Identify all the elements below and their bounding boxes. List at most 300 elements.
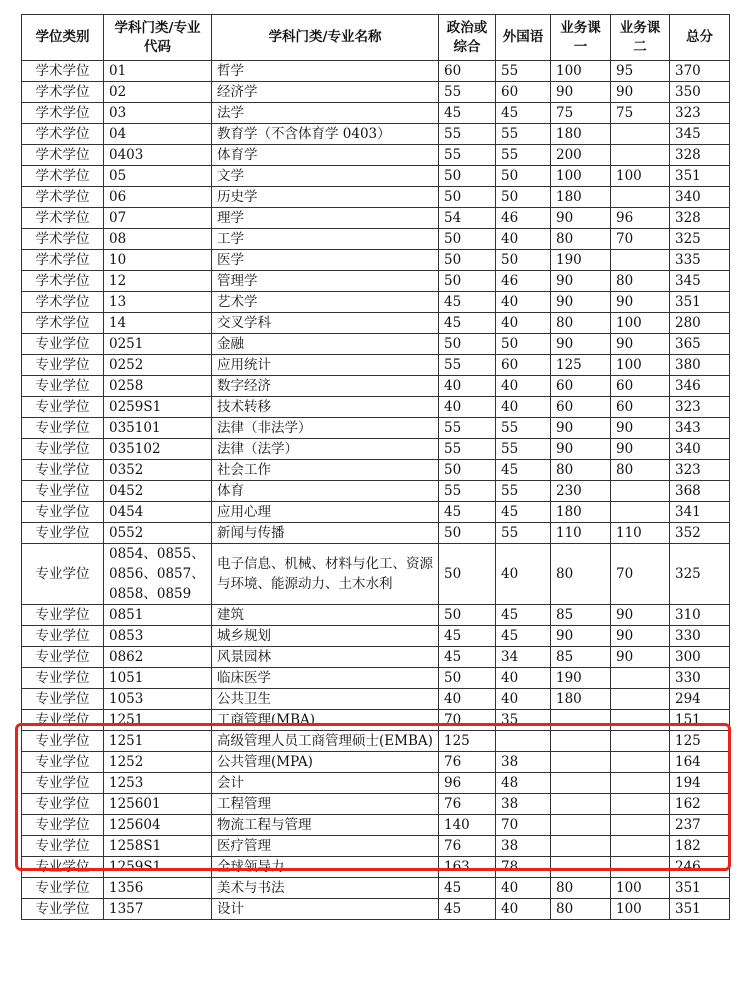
table-row: [22, 187, 730, 208]
cell-major-code: 0352: [104, 460, 212, 481]
cell-degree-type: 专业学位: [22, 502, 104, 523]
cell-major-name: 艺术学: [212, 292, 439, 313]
cell-degree-type: 专业学位: [22, 815, 104, 836]
table-row: [22, 605, 730, 626]
cell-politics: 45: [439, 292, 496, 313]
cell-course-two: 90: [611, 647, 670, 668]
cell-degree-type: 专业学位: [22, 439, 104, 460]
header-foreign-language: 外国语: [496, 15, 551, 61]
cell-course-two: [611, 502, 670, 523]
cell-foreign-language: 40: [496, 397, 551, 418]
cell-major-code: 0403: [104, 145, 212, 166]
cell-politics: 45: [439, 647, 496, 668]
cell-course-one: [551, 773, 611, 794]
cell-course-two: 95: [611, 61, 670, 82]
cell-total: 325: [670, 544, 730, 605]
cell-major-name: 应用心理: [212, 502, 439, 523]
cell-course-two: 90: [611, 626, 670, 647]
cell-total: 294: [670, 689, 730, 710]
cell-major-name: 建筑: [212, 605, 439, 626]
cell-course-one: 90: [551, 626, 611, 647]
cell-foreign-language: 45: [496, 460, 551, 481]
cell-politics: 55: [439, 82, 496, 103]
cell-politics: 50: [439, 250, 496, 271]
table-row: [22, 250, 730, 271]
cell-politics: 55: [439, 439, 496, 460]
cell-foreign-language: 70: [496, 815, 551, 836]
cell-major-code: 0851: [104, 605, 212, 626]
cell-politics: 96: [439, 773, 496, 794]
cell-foreign-language: 40: [496, 899, 551, 920]
cell-course-one: 110: [551, 523, 611, 544]
cell-major-code: 0259S1: [104, 397, 212, 418]
cell-course-one: [551, 710, 611, 731]
cell-course-one: [551, 794, 611, 815]
cell-major-name: 历史学: [212, 187, 439, 208]
cell-degree-type: 专业学位: [22, 794, 104, 815]
cell-major-name: 法律（法学）: [212, 439, 439, 460]
table-row: [22, 502, 730, 523]
header-major-name: 学科门类/专业名称: [212, 15, 439, 61]
cell-degree-type: 专业学位: [22, 418, 104, 439]
cell-course-two: 80: [611, 460, 670, 481]
cell-politics: 50: [439, 544, 496, 605]
cell-major-name: 金融: [212, 334, 439, 355]
cell-course-two: 90: [611, 292, 670, 313]
cell-major-code: 035102: [104, 439, 212, 460]
cell-total: 351: [670, 899, 730, 920]
cell-degree-type: 专业学位: [22, 397, 104, 418]
cell-total: 351: [670, 878, 730, 899]
table-row: [22, 208, 730, 229]
cell-total: 125: [670, 731, 730, 752]
cell-major-code: 0854、0855、0856、0857、0858、0859: [104, 544, 212, 605]
cell-total: 343: [670, 418, 730, 439]
cell-total: 365: [670, 334, 730, 355]
table-row: [22, 899, 730, 920]
score-table-container: [21, 14, 730, 920]
cell-foreign-language: 40: [496, 313, 551, 334]
cell-major-name: 风景园林: [212, 647, 439, 668]
header-politics: 政治或综合: [439, 15, 496, 61]
cell-major-name: 技术转移: [212, 397, 439, 418]
cell-foreign-language: 48: [496, 773, 551, 794]
cell-politics: 40: [439, 376, 496, 397]
cell-politics: 50: [439, 271, 496, 292]
cell-foreign-language: 40: [496, 689, 551, 710]
table-row: [22, 271, 730, 292]
table-row: [22, 878, 730, 899]
cell-total: 328: [670, 145, 730, 166]
cell-foreign-language: 78: [496, 857, 551, 878]
cell-course-one: 60: [551, 397, 611, 418]
table-header: [22, 15, 730, 61]
cell-politics: 70: [439, 710, 496, 731]
cell-course-one: [551, 815, 611, 836]
cell-politics: 45: [439, 103, 496, 124]
cell-politics: 55: [439, 355, 496, 376]
cell-course-one: 85: [551, 647, 611, 668]
cell-major-code: 12: [104, 271, 212, 292]
cell-major-name: 会计: [212, 773, 439, 794]
cell-foreign-language: 45: [496, 626, 551, 647]
cell-course-two: 80: [611, 271, 670, 292]
cell-degree-type: 学术学位: [22, 61, 104, 82]
table-row: [22, 355, 730, 376]
cell-major-name: 体育学: [212, 145, 439, 166]
cell-degree-type: 学术学位: [22, 103, 104, 124]
cell-total: 323: [670, 397, 730, 418]
cell-foreign-language: [496, 731, 551, 752]
table-row: [22, 731, 730, 752]
cell-course-two: 100: [611, 313, 670, 334]
cell-politics: 54: [439, 208, 496, 229]
cell-major-code: 0853: [104, 626, 212, 647]
cell-politics: 50: [439, 523, 496, 544]
cell-degree-type: 学术学位: [22, 166, 104, 187]
cell-course-two: [611, 124, 670, 145]
cell-foreign-language: 50: [496, 166, 551, 187]
cell-politics: 45: [439, 313, 496, 334]
cell-total: 340: [670, 439, 730, 460]
cell-course-one: 90: [551, 292, 611, 313]
cell-foreign-language: 38: [496, 752, 551, 773]
table-row: [22, 481, 730, 502]
cell-course-two: 75: [611, 103, 670, 124]
cell-total: 323: [670, 103, 730, 124]
cell-course-two: [611, 815, 670, 836]
cell-major-code: 01: [104, 61, 212, 82]
header-course-one: 业务课一: [551, 15, 611, 61]
cell-major-name: 哲学: [212, 61, 439, 82]
cell-course-one: 80: [551, 229, 611, 250]
cell-foreign-language: 40: [496, 229, 551, 250]
cell-course-two: 96: [611, 208, 670, 229]
cell-foreign-language: 55: [496, 439, 551, 460]
cell-major-name: 公共卫生: [212, 689, 439, 710]
cell-degree-type: 专业学位: [22, 334, 104, 355]
cell-degree-type: 专业学位: [22, 710, 104, 731]
cell-major-code: 06: [104, 187, 212, 208]
cell-degree-type: 专业学位: [22, 460, 104, 481]
cell-total: 194: [670, 773, 730, 794]
cell-foreign-language: 46: [496, 271, 551, 292]
cell-degree-type: 学术学位: [22, 208, 104, 229]
cell-major-code: 0251: [104, 334, 212, 355]
cell-foreign-language: 34: [496, 647, 551, 668]
cell-major-name: 社会工作: [212, 460, 439, 481]
cell-degree-type: 专业学位: [22, 878, 104, 899]
cell-major-name: 教育学（不含体育学 0403）: [212, 124, 439, 145]
cell-total: 368: [670, 481, 730, 502]
cell-total: 352: [670, 523, 730, 544]
cell-major-name: 法律（非法学）: [212, 418, 439, 439]
cell-major-name: 医疗管理: [212, 836, 439, 857]
table-row: [22, 82, 730, 103]
cell-total: 351: [670, 166, 730, 187]
cell-politics: 50: [439, 460, 496, 481]
cell-degree-type: 学术学位: [22, 229, 104, 250]
table-row: [22, 124, 730, 145]
cell-course-two: 70: [611, 229, 670, 250]
cell-total: 151: [670, 710, 730, 731]
cell-total: 330: [670, 668, 730, 689]
cell-major-code: 1053: [104, 689, 212, 710]
cell-major-name: 工学: [212, 229, 439, 250]
cell-degree-type: 专业学位: [22, 689, 104, 710]
cell-foreign-language: 55: [496, 418, 551, 439]
header-major-code: 学科门类/专业代码: [104, 15, 212, 61]
cell-course-one: 180: [551, 502, 611, 523]
cell-major-code: 1051: [104, 668, 212, 689]
cell-course-two: 90: [611, 418, 670, 439]
cell-course-two: 90: [611, 439, 670, 460]
cell-foreign-language: 55: [496, 523, 551, 544]
cell-major-code: 05: [104, 166, 212, 187]
cell-course-two: 100: [611, 355, 670, 376]
cell-politics: 140: [439, 815, 496, 836]
cell-course-one: 90: [551, 271, 611, 292]
table-row: [22, 857, 730, 878]
cell-degree-type: 专业学位: [22, 355, 104, 376]
cell-politics: 40: [439, 689, 496, 710]
cell-foreign-language: 38: [496, 836, 551, 857]
cell-total: 340: [670, 187, 730, 208]
cell-total: 300: [670, 647, 730, 668]
cell-major-code: 07: [104, 208, 212, 229]
table-row: [22, 61, 730, 82]
cell-major-name: 物流工程与管理: [212, 815, 439, 836]
cell-degree-type: 专业学位: [22, 376, 104, 397]
cell-politics: 45: [439, 502, 496, 523]
cell-total: 330: [670, 626, 730, 647]
cell-total: 237: [670, 815, 730, 836]
table-row: [22, 103, 730, 124]
cell-degree-type: 专业学位: [22, 647, 104, 668]
cell-course-one: 80: [551, 899, 611, 920]
cell-course-two: 90: [611, 605, 670, 626]
cell-course-one: [551, 836, 611, 857]
cell-course-one: 90: [551, 439, 611, 460]
cell-course-one: 190: [551, 668, 611, 689]
cell-major-name: 管理学: [212, 271, 439, 292]
cell-foreign-language: 35: [496, 710, 551, 731]
cell-foreign-language: 50: [496, 187, 551, 208]
cell-major-code: 125601: [104, 794, 212, 815]
table-row: [22, 626, 730, 647]
cell-major-code: 1251: [104, 731, 212, 752]
cell-foreign-language: 45: [496, 605, 551, 626]
cell-major-code: 1253: [104, 773, 212, 794]
table-row: [22, 773, 730, 794]
cell-course-two: [611, 794, 670, 815]
header-degree-type: 学位类别: [22, 15, 104, 61]
cell-major-name: 法学: [212, 103, 439, 124]
table-row: [22, 397, 730, 418]
cell-total: 350: [670, 82, 730, 103]
cell-course-two: 70: [611, 544, 670, 605]
table-row: [22, 689, 730, 710]
cell-politics: 50: [439, 334, 496, 355]
cell-course-two: [611, 668, 670, 689]
cell-major-name: 全球领导力: [212, 857, 439, 878]
cell-total: 380: [670, 355, 730, 376]
cell-major-name: 理学: [212, 208, 439, 229]
cell-major-name: 城乡规划: [212, 626, 439, 647]
cell-major-name: 设计: [212, 899, 439, 920]
cell-politics: 163: [439, 857, 496, 878]
cell-politics: 76: [439, 794, 496, 815]
cell-degree-type: 学术学位: [22, 250, 104, 271]
cell-foreign-language: 40: [496, 668, 551, 689]
cell-course-one: 90: [551, 208, 611, 229]
cell-politics: 50: [439, 605, 496, 626]
header-total: 总分: [670, 15, 730, 61]
cell-course-two: [611, 250, 670, 271]
cell-foreign-language: 55: [496, 145, 551, 166]
cell-total: 162: [670, 794, 730, 815]
table-row: [22, 815, 730, 836]
cell-total: 345: [670, 124, 730, 145]
cell-course-two: [611, 773, 670, 794]
table-row: [22, 145, 730, 166]
table-row: [22, 710, 730, 731]
cell-major-name: 高级管理人员工商管理硕士(EMBA): [212, 731, 439, 752]
cell-total: 246: [670, 857, 730, 878]
cell-course-two: [611, 481, 670, 502]
cell-politics: 55: [439, 145, 496, 166]
cell-course-two: [611, 689, 670, 710]
cell-course-one: 90: [551, 418, 611, 439]
table-row: [22, 647, 730, 668]
cell-course-one: 60: [551, 376, 611, 397]
cell-course-one: 125: [551, 355, 611, 376]
cell-course-one: 180: [551, 187, 611, 208]
cell-course-one: 200: [551, 145, 611, 166]
table-row: [22, 376, 730, 397]
cell-foreign-language: 40: [496, 878, 551, 899]
table-row: [22, 544, 730, 605]
cell-major-code: 0452: [104, 481, 212, 502]
cell-foreign-language: 40: [496, 544, 551, 605]
cell-politics: 45: [439, 626, 496, 647]
cell-total: 182: [670, 836, 730, 857]
cell-degree-type: 学术学位: [22, 271, 104, 292]
cell-total: 164: [670, 752, 730, 773]
table-row: [22, 794, 730, 815]
cell-course-two: [611, 145, 670, 166]
cell-major-code: 08: [104, 229, 212, 250]
cell-course-two: [611, 710, 670, 731]
table-row: [22, 752, 730, 773]
cell-foreign-language: 40: [496, 376, 551, 397]
cell-major-name: 交叉学科: [212, 313, 439, 334]
cell-major-code: 1258S1: [104, 836, 212, 857]
cell-major-code: 04: [104, 124, 212, 145]
table-row: [22, 668, 730, 689]
cell-degree-type: 专业学位: [22, 752, 104, 773]
cell-degree-type: 专业学位: [22, 481, 104, 502]
cell-course-two: [611, 187, 670, 208]
cell-major-name: 公共管理(MPA): [212, 752, 439, 773]
table-row: [22, 334, 730, 355]
cell-politics: 60: [439, 61, 496, 82]
cell-major-name: 数字经济: [212, 376, 439, 397]
cell-course-one: 90: [551, 82, 611, 103]
score-table: [21, 14, 730, 920]
cell-degree-type: 学术学位: [22, 313, 104, 334]
cell-foreign-language: 60: [496, 355, 551, 376]
table-row: [22, 523, 730, 544]
cell-total: 346: [670, 376, 730, 397]
cell-course-one: 180: [551, 689, 611, 710]
cell-course-one: 85: [551, 605, 611, 626]
cell-course-one: [551, 752, 611, 773]
cell-course-one: 80: [551, 313, 611, 334]
cell-course-one: 230: [551, 481, 611, 502]
cell-major-code: 1259S1: [104, 857, 212, 878]
cell-total: 323: [670, 460, 730, 481]
table-row: [22, 292, 730, 313]
cell-course-two: [611, 857, 670, 878]
cell-politics: 55: [439, 124, 496, 145]
cell-degree-type: 专业学位: [22, 523, 104, 544]
cell-politics: 40: [439, 397, 496, 418]
cell-total: 325: [670, 229, 730, 250]
table-row: [22, 418, 730, 439]
cell-degree-type: 专业学位: [22, 668, 104, 689]
cell-major-code: 1357: [104, 899, 212, 920]
cell-foreign-language: 60: [496, 82, 551, 103]
cell-politics: 125: [439, 731, 496, 752]
cell-foreign-language: 55: [496, 124, 551, 145]
cell-course-one: [551, 731, 611, 752]
cell-degree-type: 学术学位: [22, 124, 104, 145]
cell-degree-type: 专业学位: [22, 605, 104, 626]
cell-major-name: 美术与书法: [212, 878, 439, 899]
table-row: [22, 439, 730, 460]
cell-course-two: 90: [611, 82, 670, 103]
cell-course-two: 90: [611, 334, 670, 355]
cell-degree-type: 学术学位: [22, 187, 104, 208]
cell-major-code: 1356: [104, 878, 212, 899]
cell-course-two: 60: [611, 376, 670, 397]
cell-total: 341: [670, 502, 730, 523]
cell-degree-type: 学术学位: [22, 82, 104, 103]
cell-major-code: 0862: [104, 647, 212, 668]
cell-major-name: 工程管理: [212, 794, 439, 815]
cell-degree-type: 专业学位: [22, 899, 104, 920]
table-row: [22, 460, 730, 481]
cell-total: 328: [670, 208, 730, 229]
cell-major-code: 1252: [104, 752, 212, 773]
cell-major-code: 13: [104, 292, 212, 313]
cell-total: 335: [670, 250, 730, 271]
cell-total: 345: [670, 271, 730, 292]
cell-politics: 55: [439, 418, 496, 439]
cell-course-one: [551, 857, 611, 878]
cell-course-one: 90: [551, 334, 611, 355]
cell-major-code: 0552: [104, 523, 212, 544]
cell-foreign-language: 40: [496, 292, 551, 313]
cell-course-one: 80: [551, 544, 611, 605]
cell-major-name: 文学: [212, 166, 439, 187]
cell-politics: 50: [439, 187, 496, 208]
cell-course-two: 100: [611, 878, 670, 899]
table-body: [22, 61, 730, 920]
cell-course-two: [611, 752, 670, 773]
cell-major-code: 0454: [104, 502, 212, 523]
